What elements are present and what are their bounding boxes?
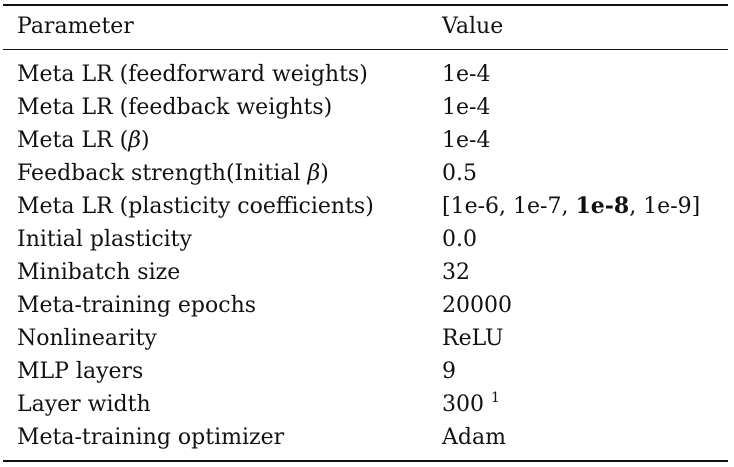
- value-main: 300: [442, 392, 484, 417]
- footnote-marker: 1: [491, 390, 500, 406]
- row-value: 20000: [442, 293, 512, 318]
- table-header: [3, 10, 728, 43]
- bottom-rule: [3, 460, 728, 462]
- row-value: 1e-4: [442, 128, 491, 153]
- row-parameter: [17, 124, 150, 157]
- row-parameter: Meta LR (feedforward weights): [17, 62, 368, 87]
- row-parameter: Initial plasticity: [17, 227, 192, 252]
- parameter-suffix: ): [140, 128, 150, 153]
- table-row: [3, 190, 728, 223]
- table-row: [3, 421, 728, 454]
- value-prefix: [1e-6, 1e-7,: [442, 194, 576, 219]
- table-row: [3, 157, 728, 190]
- table-row: [3, 223, 728, 256]
- top-rule: [3, 4, 728, 6]
- row-parameter: Layer width: [17, 392, 151, 417]
- row-parameter: MLP layers: [17, 359, 144, 384]
- row-value: [442, 388, 500, 421]
- header-parameter: Parameter: [17, 14, 134, 39]
- row-value: 1e-4: [442, 95, 491, 120]
- beta-symbol: β: [307, 161, 321, 186]
- row-parameter: [17, 157, 329, 190]
- parameter-prefix: Meta LR (: [17, 128, 129, 153]
- row-parameter: Meta LR (plasticity coefficients): [17, 194, 374, 219]
- row-value: 9: [442, 359, 456, 384]
- row-value: 32: [442, 260, 470, 285]
- parameter-prefix: Feedback strength(Initial: [17, 161, 308, 186]
- row-value: 1e-4: [442, 62, 491, 87]
- row-parameter: Meta-training optimizer: [17, 425, 285, 450]
- header-rule: [3, 49, 728, 50]
- table-row: [3, 124, 728, 157]
- table-row: [3, 355, 728, 388]
- row-value: [442, 190, 700, 223]
- header-value: Value: [442, 14, 504, 39]
- row-value: Adam: [442, 425, 506, 450]
- selected-value: 1e-8: [575, 193, 630, 219]
- table-row: [3, 289, 728, 322]
- row-value: ReLU: [442, 326, 504, 351]
- row-value: 0.5: [442, 161, 477, 186]
- beta-symbol: β: [128, 128, 141, 153]
- table-row: [3, 91, 728, 124]
- value-suffix: , 1e-9]: [629, 194, 701, 219]
- row-parameter: Meta-training epochs: [17, 293, 257, 318]
- row-parameter: Meta LR (feedback weights): [17, 95, 333, 120]
- table-row: [3, 58, 728, 91]
- parameter-suffix: ): [320, 161, 329, 186]
- row-parameter: Minibatch size: [17, 260, 181, 285]
- row-value: 0.0: [442, 227, 477, 252]
- table-row: [3, 388, 728, 421]
- table-row: [3, 322, 728, 355]
- table-row: [3, 256, 728, 289]
- row-parameter: Nonlinearity: [17, 326, 157, 351]
